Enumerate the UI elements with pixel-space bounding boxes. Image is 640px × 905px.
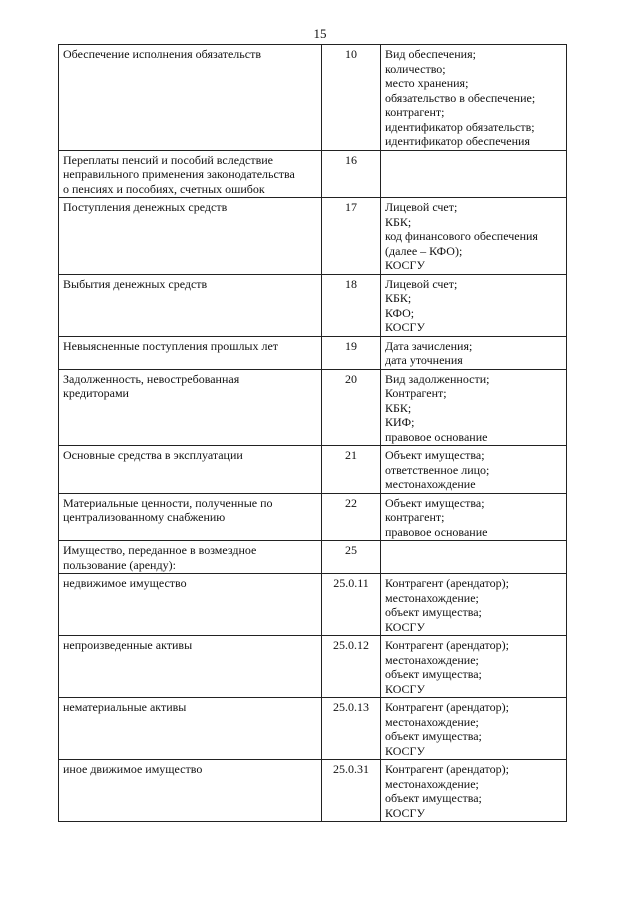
table-row [59, 493, 567, 541]
row-attributes-cell [381, 274, 567, 336]
registry-table [58, 44, 567, 822]
row-attribute-line: местонахождение; [385, 776, 479, 791]
row-attribute-line: дата уточнения [385, 353, 463, 367]
row-name-cell [59, 150, 322, 198]
row-attributes-cell [381, 698, 567, 760]
row-code-cell: 25.0.12 [322, 636, 381, 698]
row-code-cell: 25.0.11 [322, 574, 381, 636]
table-row [59, 150, 567, 198]
row-code-cell: 17 [322, 198, 381, 275]
row-attribute-line: КОСГУ [385, 681, 425, 696]
row-code-cell: 25.0.13 [322, 698, 381, 760]
row-attribute-line: (далее – КФО); [385, 243, 463, 258]
row-attribute-line: Контрагент (арендатор); [385, 700, 509, 714]
row-attribute-line: КОСГУ [385, 320, 425, 334]
row-attribute-line: правовое основание [385, 524, 488, 539]
row-name-cell [59, 446, 322, 494]
row-name-line: кредиторами [63, 386, 129, 400]
row-attributes-cell [381, 45, 567, 151]
row-name-cell [59, 760, 322, 822]
row-attribute-line: Вид обеспечения; [385, 47, 476, 61]
table-row [59, 760, 567, 822]
row-attribute-line: Контрагент; [385, 386, 447, 400]
row-name-line: о пенсиях и пособиях, счетных ошибок [63, 181, 265, 196]
row-attribute-line: объект имущества; [385, 729, 482, 743]
row-attribute-line: КБК; [385, 291, 412, 305]
row-attribute-line: Контрагент (арендатор); [385, 638, 509, 652]
row-attribute-line: местонахождение [385, 477, 476, 491]
table-row [59, 198, 567, 275]
row-attribute-line: Лицевой счет; [385, 200, 458, 214]
row-attribute-line: КОСГУ [385, 258, 425, 272]
row-attributes-cell [381, 369, 567, 446]
row-attributes-cell [381, 150, 567, 198]
row-code-cell: 22 [322, 493, 381, 541]
table-row [59, 541, 567, 574]
row-code-cell: 25.0.31 [322, 760, 381, 822]
row-attributes-cell [381, 636, 567, 698]
row-attributes-cell [381, 446, 567, 494]
row-attributes-cell [381, 760, 567, 822]
row-attribute-line: Объект имущества; [385, 495, 485, 510]
row-name-line: Задолженность, невостребованная [63, 371, 240, 386]
row-code-cell: 20 [322, 369, 381, 446]
row-name-line: иное движимое имущество [63, 762, 203, 776]
row-attribute-line: КОСГУ [385, 619, 425, 634]
row-code-cell: 18 [322, 274, 381, 336]
row-attribute-line: КБК; [385, 400, 412, 415]
row-attribute-line: КИФ; [385, 415, 415, 429]
row-attribute-line: объект имущества; [385, 667, 482, 681]
row-name-line: Имущество, переданное в возмездное [63, 543, 257, 557]
row-attribute-line: КОСГУ [385, 743, 425, 758]
row-name-line: Обеспечение исполнения обязательств [63, 47, 262, 61]
row-name-line: Материальные ценности, полученные по [63, 495, 273, 510]
row-attribute-line: КОСГУ [385, 805, 425, 820]
row-name-line: Переплаты пенсий и пособий вследствие [63, 152, 273, 167]
table-row [59, 336, 567, 369]
row-name-line: Основные средства в эксплуатации [63, 448, 243, 462]
row-code-cell: 25 [322, 541, 381, 574]
row-name-line: Выбытия денежных средств [63, 276, 208, 291]
row-attribute-line: Лицевой счет; [385, 276, 458, 291]
row-name-cell [59, 493, 322, 541]
row-attribute-line: КФО; [385, 305, 415, 320]
row-attribute-line: объект имущества; [385, 605, 482, 619]
row-attribute-line: идентификатор обязательств; [385, 119, 535, 134]
row-attribute-line: объект имущества; [385, 791, 482, 805]
row-attribute-line: КБК; [385, 214, 412, 229]
table-row [59, 636, 567, 698]
row-attribute-line: местонахождение; [385, 714, 479, 729]
row-name-cell [59, 574, 322, 636]
table-row [59, 698, 567, 760]
row-name-line: неправильного применения законодательства [63, 167, 295, 181]
table-row [59, 574, 567, 636]
row-attribute-line: Вид задолженности; [385, 371, 490, 386]
row-attributes-cell [381, 336, 567, 369]
row-name-cell [59, 45, 322, 151]
row-attribute-line: код финансового обеспечения [385, 229, 538, 243]
table-body [59, 45, 567, 822]
row-name-cell [59, 336, 322, 369]
row-attributes-cell [381, 493, 567, 541]
row-code-cell: 21 [322, 446, 381, 494]
row-name-cell [59, 274, 322, 336]
table-row [59, 446, 567, 494]
row-code-cell: 16 [322, 150, 381, 198]
row-code-cell: 19 [322, 336, 381, 369]
row-name-line: Невыясненные поступления прошлых лет [63, 338, 279, 353]
row-attribute-line: обязательство в обеспечение; [385, 90, 536, 105]
row-attribute-line: контрагент; [385, 105, 445, 119]
row-attribute-line: место хранения; [385, 76, 469, 90]
row-name-line: централизованному снабжению [63, 510, 226, 524]
row-attribute-line: Контрагент (арендатор); [385, 762, 509, 776]
row-code-cell: 10 [322, 45, 381, 151]
row-name-line: недвижимое имущество [63, 576, 187, 590]
row-attribute-line: контрагент; [385, 510, 445, 524]
row-attributes-cell [381, 574, 567, 636]
row-name-cell [59, 198, 322, 275]
row-attribute-line: Контрагент (арендатор); [385, 576, 509, 590]
row-attribute-line: Объект имущества; [385, 448, 485, 462]
row-name-line: пользование (аренду): [63, 557, 176, 572]
table-row [59, 45, 567, 151]
row-name-line: Поступления денежных средств [63, 200, 228, 214]
row-name-line: непроизведенные активы [63, 638, 193, 652]
row-attributes-cell [381, 541, 567, 574]
row-name-cell [59, 541, 322, 574]
table-row [59, 274, 567, 336]
row-attribute-line: местонахождение; [385, 652, 479, 667]
table-row [59, 369, 567, 446]
row-attribute-line: правовое основание [385, 429, 488, 444]
row-attributes-cell [381, 198, 567, 275]
row-name-cell [59, 698, 322, 760]
row-name-line: нематериальные активы [63, 700, 187, 714]
row-name-cell [59, 636, 322, 698]
row-attribute-line: идентификатор обеспечения [385, 134, 530, 148]
row-attribute-line: местонахождение; [385, 590, 479, 605]
row-attribute-line: количество; [385, 61, 446, 76]
row-attribute-line: Дата зачисления; [385, 338, 473, 353]
row-name-cell [59, 369, 322, 446]
page-number: 15 [313, 26, 327, 41]
row-attribute-line: ответственное лицо; [385, 462, 490, 477]
